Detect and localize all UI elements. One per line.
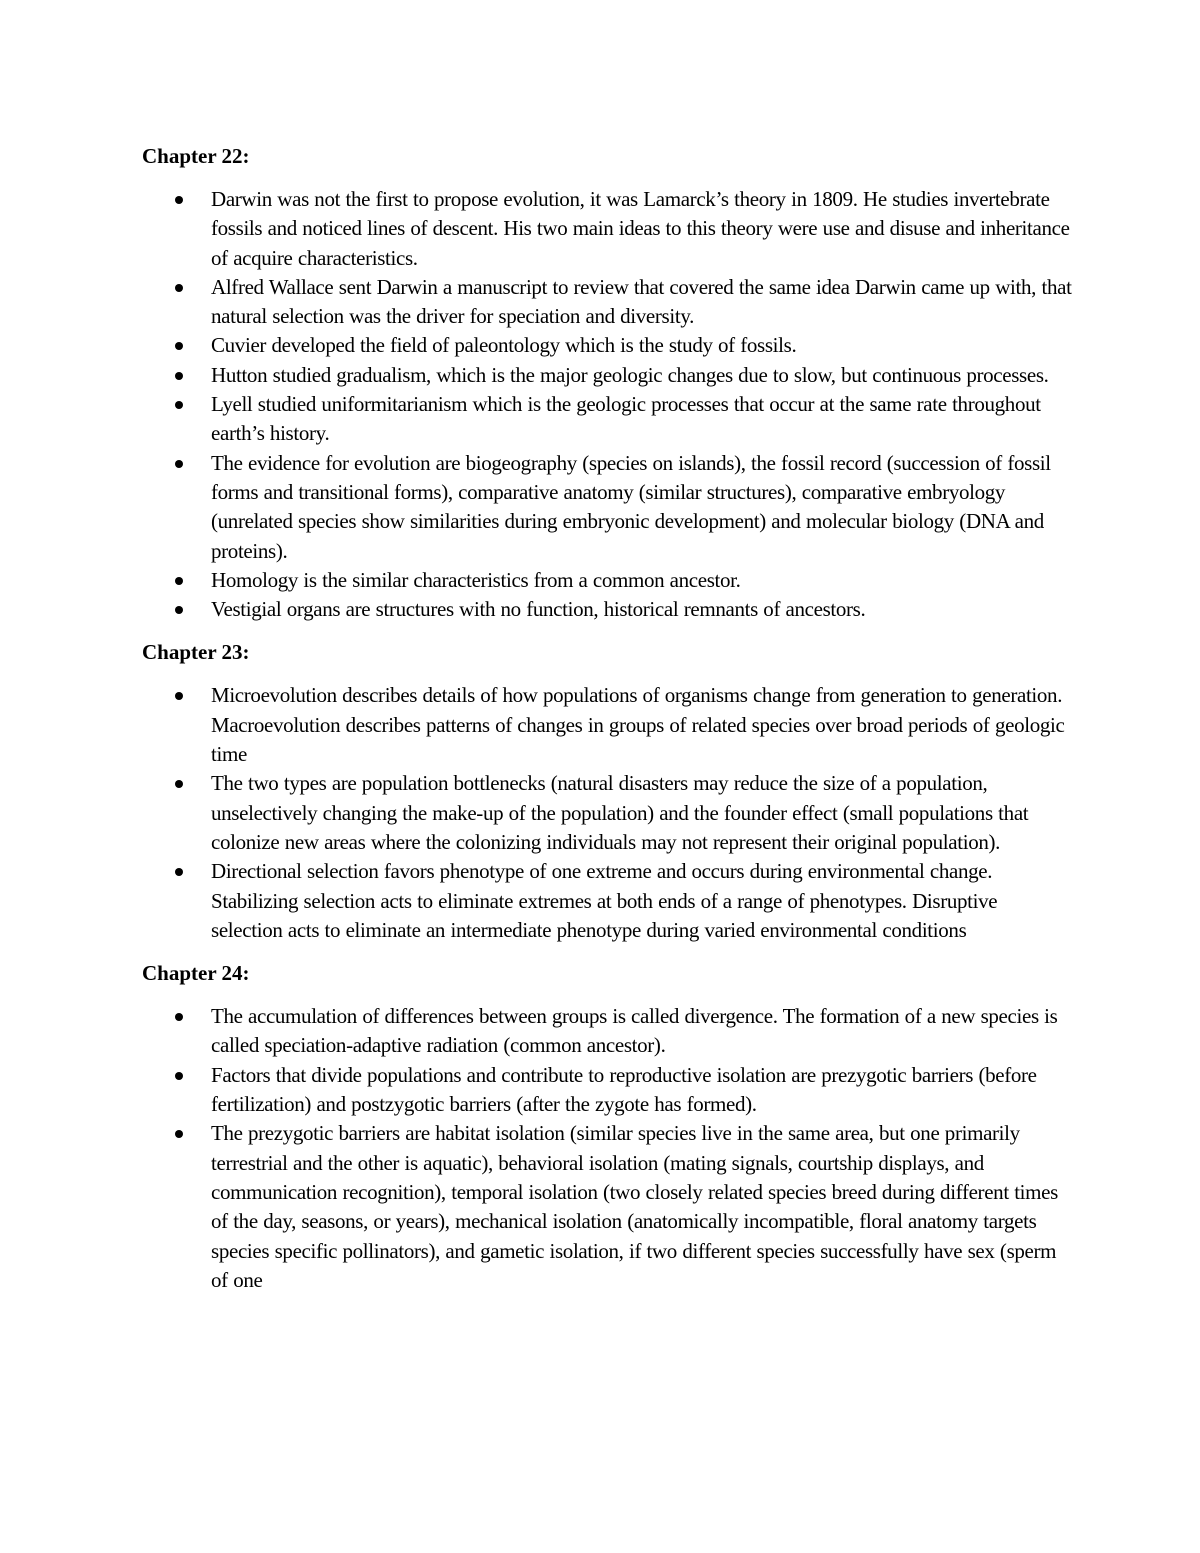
list-item-text: The evidence for evolution are biogeography (species on islands), the fossil record (succession of fossil forms and transitional forms), comparative anatomy (similar structures), comparative embryology (unrelated species show similarities during embryonic development) and molecular biology (DNA and proteins). — [211, 450, 1051, 563]
bullet-icon — [175, 606, 183, 614]
bullet-icon — [175, 196, 183, 204]
bullet-icon — [175, 868, 183, 876]
bullet-icon — [175, 692, 183, 700]
list-item — [142, 1119, 1072, 1295]
list-item — [142, 1061, 1072, 1120]
list-item — [142, 566, 1072, 595]
bullet-icon — [175, 460, 183, 468]
list-item — [142, 185, 1072, 273]
list-item-text: Vestigial organs are structures with no function, historical remnants of ancestors. — [211, 597, 866, 622]
chapter-22-bullet-list — [142, 185, 1072, 624]
list-item — [142, 595, 1072, 624]
chapter-23-section — [142, 638, 1072, 945]
chapter-23-bullet-list — [142, 681, 1072, 945]
chapter-22-heading: Chapter 22: — [142, 144, 250, 168]
chapter-22-section — [142, 142, 1072, 624]
chapter-24-heading: Chapter 24: — [142, 961, 250, 986]
list-item-text: Lyell studied uniformitarianism which is the geologic processes that occur at the same rate throughout earth’s history. — [211, 392, 1041, 446]
list-item — [142, 273, 1072, 332]
list-item-text: Microevolution describes details of how populations of organisms change from generation to generation. Macroevolution describes patterns of changes in groups of related species over broad periods of geologic time — [211, 683, 1065, 767]
bullet-icon — [175, 372, 183, 380]
list-item — [142, 390, 1072, 449]
chapter-24-section — [142, 959, 1072, 1295]
list-item — [142, 361, 1072, 390]
list-item-text: The two types are population bottlenecks (natural disasters may reduce the size of a population, unselectively changing the make-up of the population) and the founder effect (small populations that colonize new areas where the colonizing individuals may not represent their original population). — [211, 771, 1029, 854]
list-item-text: Darwin was not the first to propose evolution, it was Lamarck’s theory in 1809. He studies invertebrate fossils and noticed lines of descent. His two main ideas to this theory were use and disuse and inheritance of acquire characteristics. — [211, 187, 1070, 270]
bullet-icon — [175, 401, 183, 409]
bullet-icon — [175, 780, 183, 788]
chapter-24-bullet-list — [142, 1002, 1072, 1295]
list-item-text: The accumulation of differences between groups is called divergence. The formation of a new species is called speciation-adaptive radiation (common ancestor). — [211, 1004, 1058, 1058]
list-item — [142, 857, 1072, 945]
bullet-icon — [175, 577, 183, 585]
list-item — [142, 769, 1072, 857]
list-item — [142, 681, 1072, 769]
bullet-icon — [175, 1072, 183, 1080]
list-item — [142, 1002, 1072, 1061]
bullet-icon — [175, 1130, 183, 1138]
list-item-text: Factors that divide populations and contribute to reproductive isolation are prezygotic barriers (before fertilization) and postzygotic barriers (after the zygote has formed). — [211, 1062, 1037, 1117]
list-item-text: Directional selection favors phenotype of one extreme and occurs during environmental change. Stabilizing selection acts to eliminate extremes at both ends of a range of phenotypes. Disruptive selection acts to eliminate an intermediate phenotype during varied environmental conditions — [211, 859, 998, 942]
chapter-23-heading: Chapter 23: — [142, 640, 250, 665]
list-item-text: Alfred Wallace sent Darwin a manuscript to review that covered the same idea Darwin came up with, that natural selection was the driver for speciation and diversity. — [211, 274, 1072, 329]
list-item-text: Homology is the similar characteristics from a common ancestor. — [211, 567, 741, 592]
bullet-icon — [175, 1013, 183, 1021]
list-item — [142, 331, 1072, 360]
list-item-text: Cuvier developed the field of paleontology which is the study of fossils. — [211, 333, 797, 358]
list-item-text: The prezygotic barriers are habitat isolation (similar species live in the same area, but one primarily terrestrial and the other is aquatic), behavioral isolation (mating signals, courtship displays, and communication recognition), temporal isolation (two closely related species breed during different times of the day, seasons, or years), mechanical isolation (anatomically incompatible, floral anatomy targets species specific pollinators), and gametic isolation, if two different species successfully have sex (sperm of one — [211, 1121, 1058, 1292]
bullet-icon — [175, 284, 183, 292]
bullet-icon — [175, 342, 183, 350]
list-item-text: Hutton studied gradualism, which is the major geologic changes due to slow, but continuous processes. — [211, 362, 1049, 387]
document-body — [142, 142, 1072, 1295]
list-item — [142, 449, 1072, 566]
